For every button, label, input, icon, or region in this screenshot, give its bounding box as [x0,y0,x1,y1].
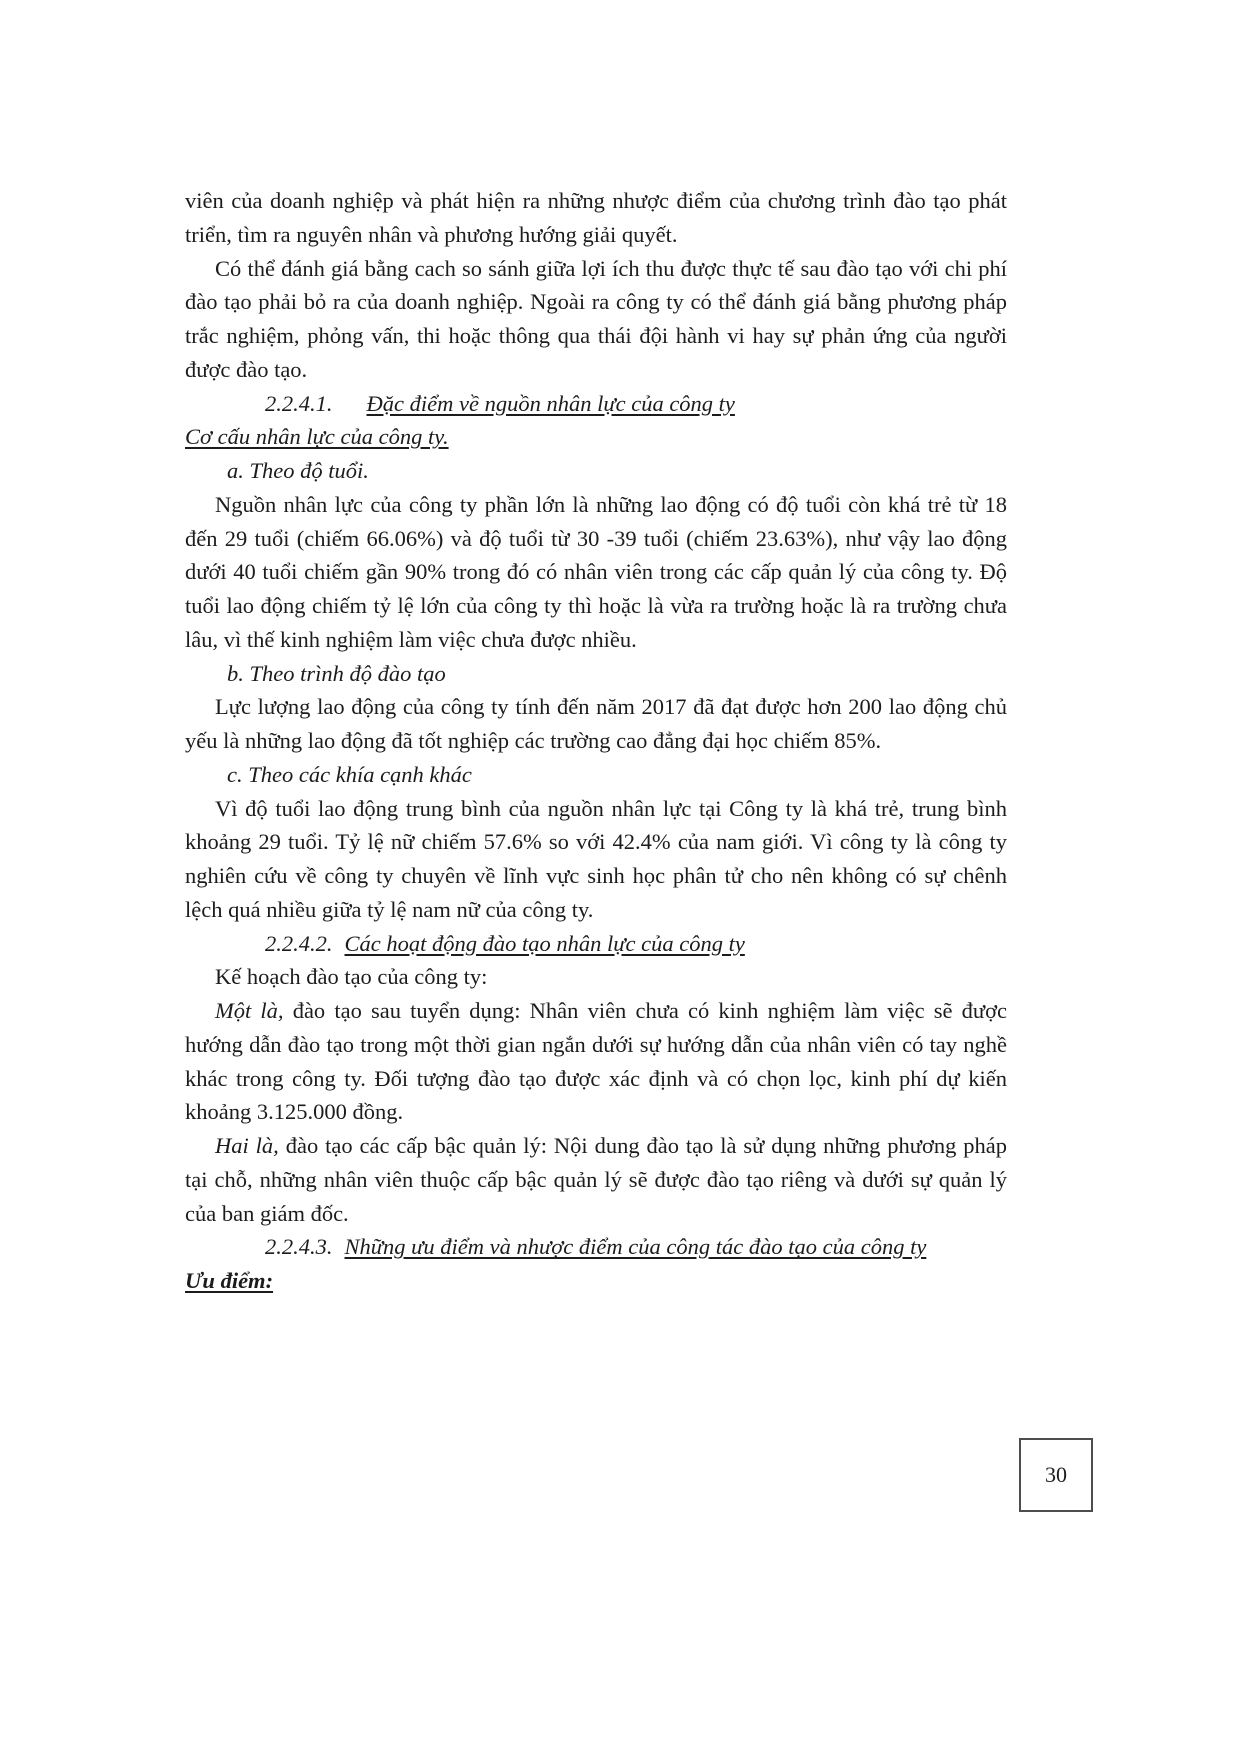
paragraph-gender-ratio: Vì độ tuổi lao động trung bình của nguồn nhân lực tại Công ty là khá trẻ, trung bình khoảng 29 tuổi. Tỷ lệ nữ chiếm 57.6% so với 42.4% của nam giới. Vì công ty là công ty nghiên cứu về công ty chuyên về lĩnh vực sinh học phân tử cho nên không có sự chênh lệch quá nhiều giữa tỷ lệ nam nữ của công ty. [185,795,1007,922]
section-heading-2241 [185,387,1007,421]
subheading-uu-diem [185,1264,1007,1298]
document-content [185,184,1007,1298]
section-number: 2.2.4.1. [265,390,333,416]
section-heading-2242 [185,927,1007,961]
paragraph-hai-la [185,1129,1007,1230]
list-item-c-khia-canh-khac: c. Theo các khía cạnh khác [227,761,472,787]
subheading-co-cau-nhan-luc [185,420,1007,454]
section-title: Những ưu điểm và nhược điểm của công tác đào tạo của công ty [344,1234,927,1260]
list-item-b-trinh-do-dao-tao: b. Theo trình độ đào tạo [227,660,446,686]
section-heading-2243 [185,1230,1007,1264]
paragraph-evaluation-continuation: viên của doanh nghiệp và phát hiện ra những nhược điểm của chương trình đào tạo phát triển, tìm ra nguyên nhân và phương hướng giải quyết. [185,188,1007,247]
section-number: 2.2.4.2. [265,930,333,956]
lead-phrase: Một là, [215,998,284,1023]
paragraph-text: đào tạo các cấp bậc quản lý: Nội dung đào tạo là sử dụng những phương pháp tại chỗ, những nhân viên thuộc cấp bậc quản lý sẽ được đào tạo riêng và dưới sự quản lý của ban giám đốc. [185,1133,1007,1226]
paragraph-text: đào tạo sau tuyển dụng: Nhân viên chưa có kinh nghiệm làm việc sẽ được hướng dẫn đào tạo trong một thời gian ngắn dưới sự hướng dẫn của nhân viên có tay nghề khác trong công ty. Đối tượng đào tạo được xác định và có chọn lọc, kinh phí dự kiến khoảng 3.125.000 đồng. [185,998,1007,1125]
section-title: Đặc điểm về nguồn nhân lực của công ty [366,390,735,416]
subheading-text: Ưu điểm: [185,1268,274,1293]
paragraph-training-plan-intro: Kế hoạch đào tạo của công ty: [215,964,488,990]
section-title: Các hoạt động đào tạo nhân lực của công ty [344,930,745,956]
paragraph-mot-la [185,994,1007,1129]
list-item-a-theo-do-tuoi: a. Theo độ tuổi. [227,458,369,483]
lead-phrase: Hai là, [215,1133,279,1158]
paragraph-evaluation-methods: Có thể đánh giá bằng cach so sánh giữa lợi ích thu được thực tế sau đào tạo với chi phí đào tạo phải bỏ ra của doanh nghiệp. Ngoài ra công ty có thể đánh giá bằng phương pháp trắc nghiệm, phỏng vấn, thi hoặc thông qua thái đội hành vi hay sự phản ứng của người được đào tạo. [185,255,1007,382]
section-number: 2.2.4.3. [265,1234,333,1260]
page-number-box [1019,1438,1093,1512]
subheading-text: Cơ cấu nhân lực của công ty. [185,424,449,450]
paragraph-age-structure: Nguồn nhân lực của công ty phần lớn là những lao động có độ tuổi còn khá trẻ từ 18 đến 29 tuổi (chiếm 66.06%) và độ tuổi từ 30 -39 tuổi (chiếm 23.63%), như vậy lao động dưới 40 tuổi chiếm gần 90% trong đó có nhân viên trong các cấp quản lý của công ty. Độ tuổi lao động chiếm tỷ lệ lớn của công ty thì hoặc là vừa ra trường hoặc là ra trường chưa lâu, vì thế kinh nghiệm làm việc chưa được nhiều. [185,491,1007,652]
paragraph-education-level: Lực lượng lao động của công ty tính đến năm 2017 đã đạt được hơn 200 lao động chủ yếu là những lao động đã tốt nghiệp các trường cao đẳng đại học chiếm 85%. [185,694,1007,753]
page-number: 30 [1045,1462,1067,1487]
